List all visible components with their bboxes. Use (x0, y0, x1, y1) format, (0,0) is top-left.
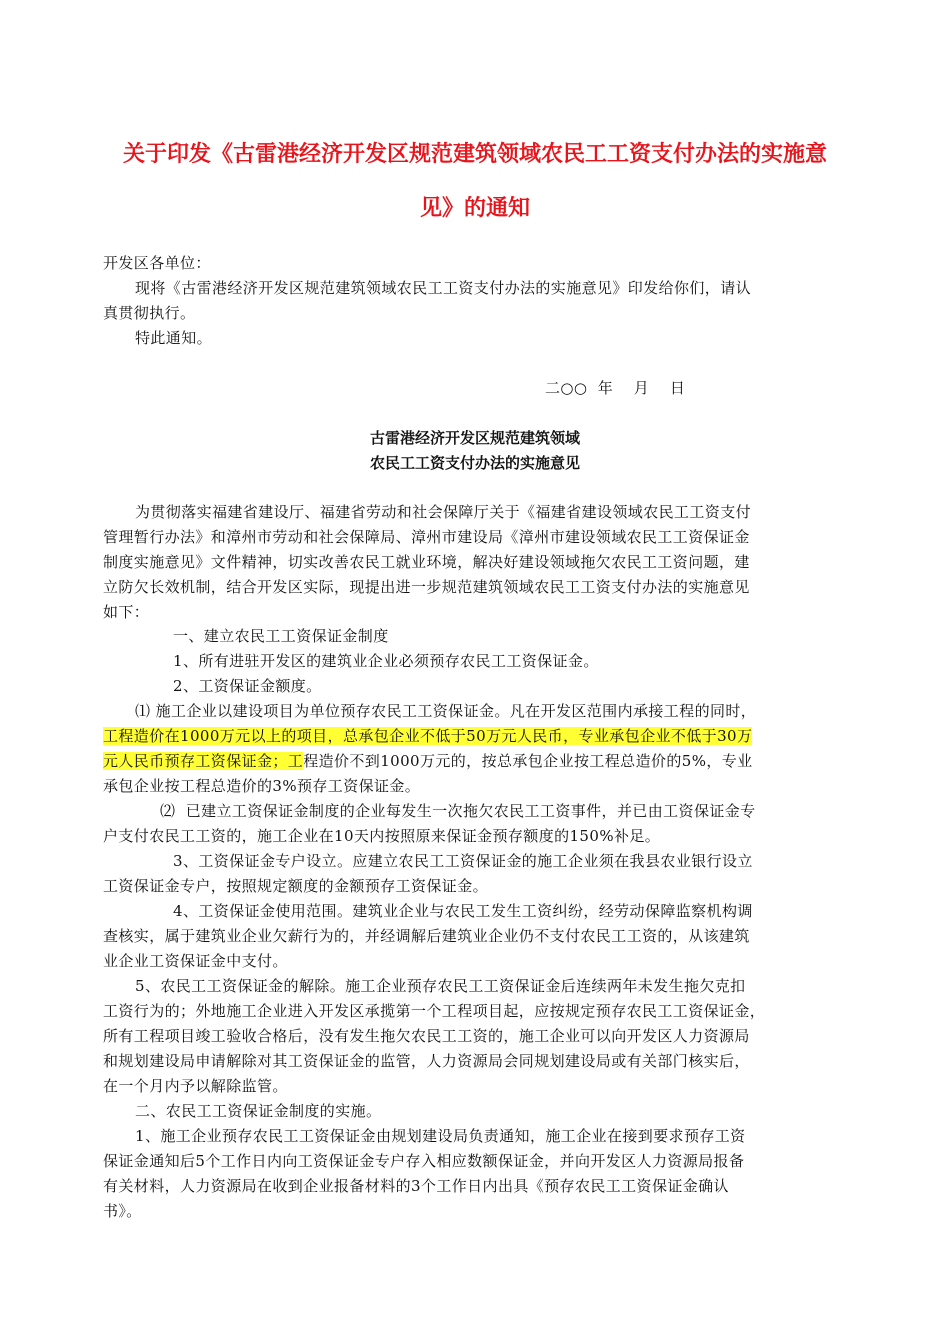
subtitle-line-2: 农民工工资支付办法的实施意见 (369, 454, 580, 472)
notice-closing: 特此通知。 (135, 329, 213, 347)
section-1-item-5-line: 5、农民工工资保证金的解除。施工企业预存农民工工资保证金后连续两年未发生拖欠克扣 (135, 977, 746, 995)
clause-1-line-3 (103, 749, 753, 773)
intro-line: 为贯彻落实福建省建设厅、福建省劳动和社会保障厅关于《福建省建设领域农民工工资支付 (135, 503, 752, 521)
document-title (80, 128, 870, 236)
clause-1-line-2 (103, 724, 752, 748)
section-1-item-1: 1、所有进驻开发区的建筑业企业必须预存农民工工资保证金。 (173, 652, 599, 670)
section-2-item-1-line: 1、施工企业预存农民工工资保证金由规划建设局负责通知，施工企业在接到要求预存工资 (135, 1127, 746, 1145)
clause-1-line-4: 承包企业按工程总造价的3%预存工资保证金。 (103, 777, 421, 795)
section-2-heading: 二、农民工工资保证金制度的实施。 (135, 1102, 382, 1120)
subtitle-line-1: 古雷港经济开发区规范建筑领域 (369, 429, 580, 447)
clause-1-line-3-rest: 程造价不到1000万元的，按总承包企业按工程总造价的5%，专业 (303, 752, 753, 770)
clause-2-line-1: ⑵ 已建立工资保证金制度的企业每发生一次拖欠农民工工资事件，并已由工资保证金专 (160, 802, 756, 820)
section-1-item-4-line-3: 业企业工资保证金中支付。 (103, 952, 288, 970)
highlighted-text: 元人民币预存工资保证金；工 (103, 752, 304, 770)
section-1-item-3-line-1: 3、工资保证金专户设立。应建立农民工工资保证金的施工企业须在我县农业银行设立 (173, 852, 753, 870)
section-1-heading: 一、建立农民工工资保证金制度 (173, 627, 389, 645)
section-1-item-5-line: 工资行为的；外地施工企业进入开发区承揽第一个工程项目起，应按规定预存农民工工资保证金， (103, 1002, 766, 1020)
section-1-item-4-line-1: 4、工资保证金使用范围。建筑业企业与农民工发生工资纠纷，经劳动保障监察机构调 (173, 902, 753, 920)
clause-1-line-1: ⑴ 施工企业以建设项目为单位预存农民工工资保证金。凡在开发区范围内承接工程的同时， (135, 702, 757, 720)
section-1-item-5-line: 和规划建设局申请解除对其工资保证金的监管，人力资源局会同规划建设局或有关部门核实后， (103, 1052, 750, 1070)
notice-line-1: 现将《古雷港经济开发区规范建筑领域农民工工资支付办法的实施意见》印发给你们，请认 (135, 279, 752, 297)
section-1-item-3-line-2: 工资保证金专户，按照规定额度的金额预存工资保证金。 (103, 877, 489, 895)
title-line-1: 关于印发《古雷港经济开发区规范建筑领域农民工工资支付办法的实施意 (122, 142, 827, 167)
intro-line: 立防欠长效机制，结合开发区实际，现提出进一步规范建筑领域农民工工资支付办法的实施意见 (103, 578, 750, 596)
section-1-item-4-line-2: 查核实，属于建筑业企业欠薪行为的，并经调解后建筑业企业仍不支付农民工工资的，从该建筑 (103, 927, 750, 945)
title-line-2: 见》的通知 (419, 196, 530, 221)
section-2-item-1-line: 书》。 (103, 1202, 142, 1220)
section-2-item-1-line: 有关材料，人力资源局在收到企业报备材料的3个工作日内出具《预存农民工工资保证金确认 (103, 1177, 729, 1195)
section-1-item-5-line: 所有工程项目竣工验收合格后，没有发生拖欠农民工工资的，施工企业可以向开发区人力资源局 (103, 1027, 750, 1045)
salutation: 开发区各单位： (103, 254, 211, 272)
highlighted-text: 工程造价在1000万元以上的项目，总承包企业不低于50万元人民币，专业承包企业不低于30万 (103, 727, 753, 745)
date-line: 二○○ 年 月 日 (545, 379, 686, 397)
intro-line: 管理暂行办法》和漳州市劳动和社会保障局、漳州市建设局《漳州市建设领域农民工工资保证金 (103, 528, 750, 546)
section-1-item-5-line: 在一个月内予以解除监管。 (103, 1077, 288, 1095)
section-1-item-2: 2、工资保证金额度。 (173, 677, 322, 695)
clause-2-line-2: 户支付农民工工资的，施工企业在10天内按照原来保证金预存额度的150%补足。 (103, 827, 661, 845)
intro-line: 如下： (103, 603, 150, 621)
notice-line-2: 真贯彻执行。 (103, 304, 196, 322)
intro-line: 制度实施意见》文件精神，切实改善农民工就业环境，解决好建设领域拖欠农民工工资问题，建 (103, 553, 750, 571)
section-2-item-1-line: 保证金通知后5个工作日内向工资保证金专户存入相应数额保证金，并向开发区人力资源局报备 (103, 1152, 745, 1170)
